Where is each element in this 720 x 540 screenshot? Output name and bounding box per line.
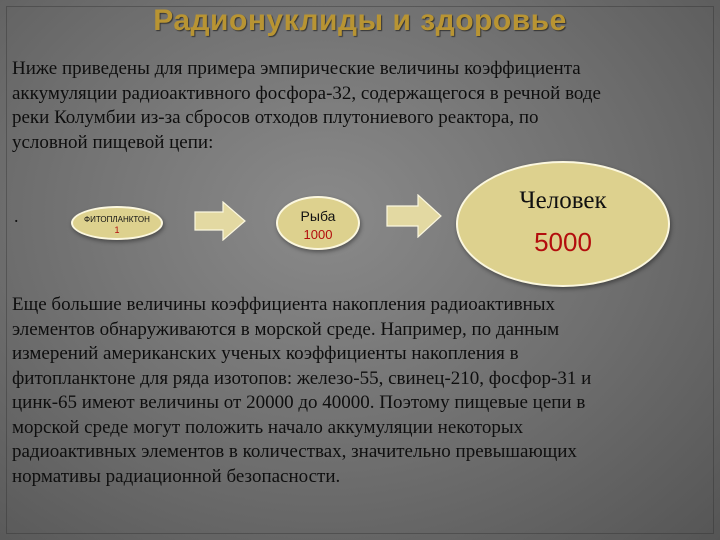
body-line: морской среде могут положить начало аккумуляции некоторых — [12, 416, 524, 438]
fish-circle — [276, 196, 360, 250]
body-line: радиоактивных элементов в количествах, значительно превышающих — [12, 441, 577, 462]
body-line: Еще большие величины коэффициента накопления радиоактивных — [12, 294, 556, 315]
node-label: ФИТОПЛАНКТОН — [84, 215, 150, 224]
right-arrow-icon — [194, 201, 246, 241]
phytoplankton-circle — [71, 206, 163, 240]
node-value: 5000 — [534, 227, 592, 257]
node-value: 1 — [114, 225, 120, 235]
bullet-marker: . — [14, 206, 19, 226]
right-arrow-icon — [386, 194, 442, 238]
node-label: Человек — [519, 187, 607, 214]
body-line: измерений американских ученых коэффициенты накопления в — [12, 343, 519, 364]
intro-line: аккумуляции радиоактивного фосфора-32, содержащегося в речной воде — [12, 82, 601, 104]
body-line: нормативы радиационной безопасности. — [12, 465, 341, 487]
slide-title: Радионуклиды и здоровье — [153, 4, 567, 37]
body-paragraph — [12, 293, 712, 489]
human-circle — [456, 161, 670, 287]
body-line: элементов обнаруживаются в морской среде. Например, по данным — [12, 318, 560, 340]
body-line: фитопланктоне для ряда изотопов: железо-55, свинец-210, фосфор-31 и — [12, 367, 592, 389]
intro-line: Ниже приведены для примера эмпирические величины коэффициента — [12, 58, 581, 79]
intro-line: реки Колумбии из-за сбросов отходов плутониевого реактора, по — [12, 107, 539, 128]
intro-line: условной пищевой цепи: — [12, 131, 214, 153]
node-label: Рыба — [300, 208, 336, 224]
intro-paragraph — [12, 57, 712, 155]
body-line: цинк-65 имеют величины от 20000 до 40000. Поэтому пищевые цепи в — [12, 392, 586, 413]
node-value: 1000 — [303, 227, 333, 242]
